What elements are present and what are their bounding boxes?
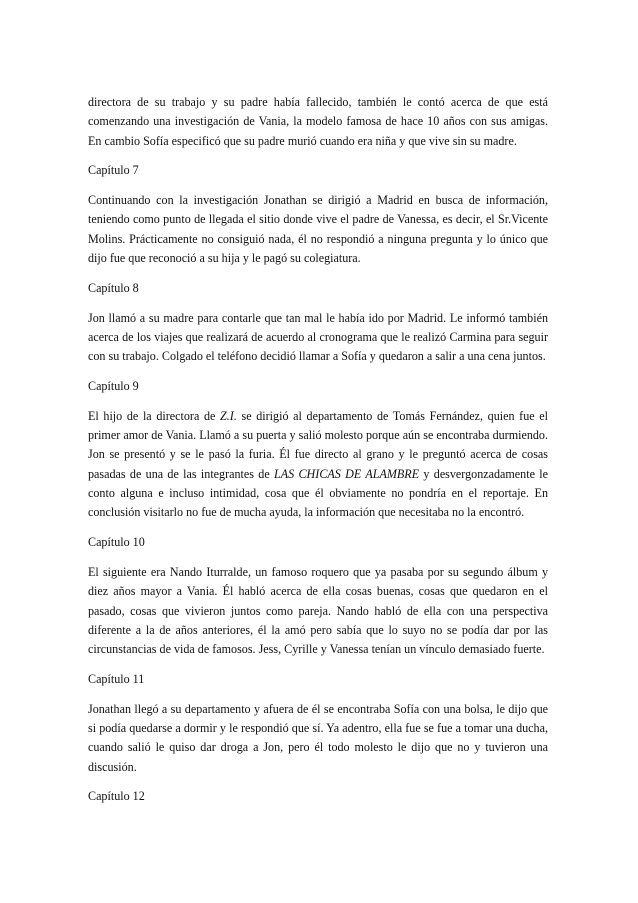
paragraph-chapter-9-part-2: se dirigió al departamento de Tomás Fernández, quien fue el primer amor de Vania. Llamó a su puerta y salió molesto porque aún se encontraba durmiendo. Jon se presentó y se le pasó la furia. Él fue directo al grano y le preguntó acerca de cosas pasadas de una de las integrantes de bbox=[88, 408, 548, 481]
paragraph-chapter-10: El siguiente era Nando Iturralde, un famoso roquero que ya pasaba por su segundo álbum y diez años mayor a Vania. Él habló acerca de ella cosas buenas, cosas que quedaron en el pasado, cosas que vivieron juntos como pareja. Nando habló de ella con una perspectiva diferente a la de años anteriores, él la amó pero sabía que lo suyo no se podía dar por las circunstancias de vida de famosos. Jess, Cyrille y Vanessa tenían un vínculo demasiado fuerte. bbox=[88, 564, 548, 657]
chapter-heading-12: Capítulo 12 bbox=[88, 789, 145, 804]
chapter-heading-7: Capítulo 7 bbox=[88, 163, 139, 178]
chapter-heading-10: Capítulo 10 bbox=[88, 535, 145, 550]
paragraph-chapter-8: Jon llamó a su madre para contarle que tan mal le había ido por Madrid. Le informó también acerca de los viajes que realizará de acuerdo al cronograma que le realizó Carmina para seguir con su trabajo. Colgado el teléfono decidió llamar a Sofía y quedaron a salir a una cena juntos. bbox=[88, 310, 548, 364]
chapter-heading-9: Capítulo 9 bbox=[88, 379, 139, 394]
document-page bbox=[88, 93, 548, 807]
paragraph-chapter-9-part-3: y desvergonzadamente le conto alguna e incluso intimidad, cosa que él obviamente no pondría en el reportaje. En conclusión visitarlo no fue de mucha ayuda, la información que necesitaba no la encontró. bbox=[88, 466, 548, 520]
paragraph-chapter-7: Continuando con la investigación Jonathan se dirigió a Madrid en busca de información, teniendo como punto de llegada el sitio donde vive el padre de Vanessa, es decir, el Sr.Vicente Molins. Prácticamente no consiguió nada, él no respondió a ninguna pregunta y lo único que dijo fue que reconoció a su hija y le pagó su colegiatura. bbox=[88, 193, 548, 266]
paragraph-chapter-11: Jonathan llegó a su departamento y afuera de él se encontraba Sofía con una bolsa, le dijo que si podía quedarse a dormir y le respondió que sí. Ya adentro, ella fue se fue a tomar una ducha, cuando salió le quiso dar droga a Jon, pero él todo molesto le dijo que no y tuvieron una discusión. bbox=[88, 701, 548, 774]
paragraph-chapter-9-part-1: El hijo de la directora de bbox=[88, 408, 221, 423]
chapter-heading-8: Capítulo 8 bbox=[88, 280, 139, 295]
company-name-italic: Z.I. bbox=[220, 408, 237, 423]
chapter-heading-11: Capítulo 11 bbox=[88, 671, 145, 686]
paragraph-chapter-9 bbox=[88, 407, 548, 523]
book-title-italic: LAS CHICAS DE ALAMBRE bbox=[274, 466, 420, 481]
paragraph-intro: directora de su trabajo y su padre había fallecido, también le contó acerca de que está comenzando una investigación de Vania, la modelo famosa de hace 10 años con sus amigas. En cambio Sofía especificó que su padre murió cuando era niña y que vive sin su madre. bbox=[88, 95, 548, 148]
